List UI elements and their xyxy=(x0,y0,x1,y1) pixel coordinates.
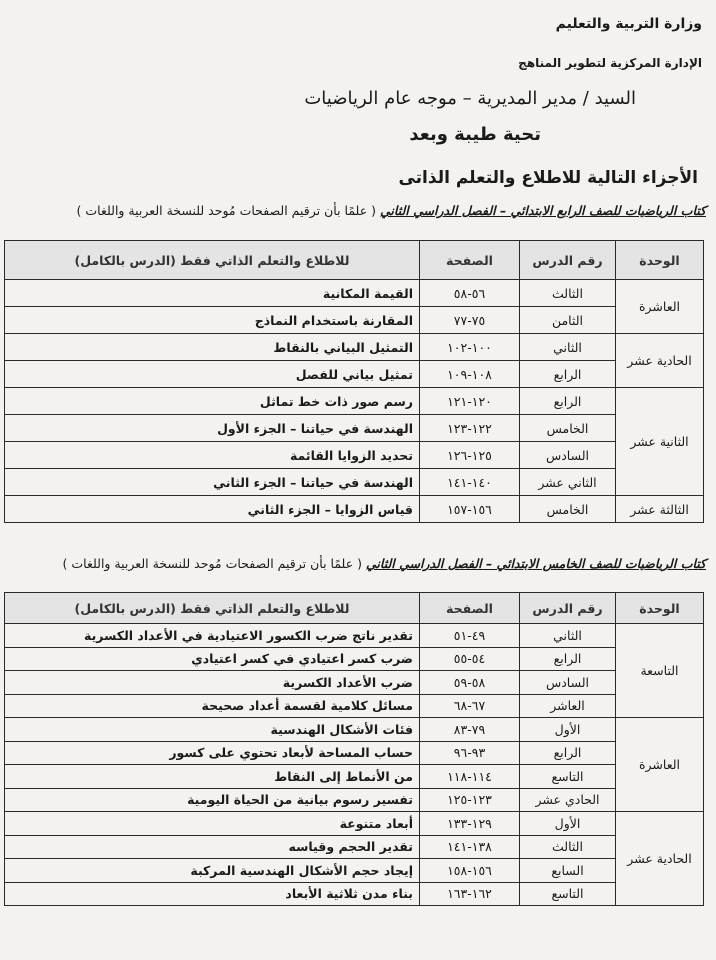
page-cell: ١٣٨-١٤١ xyxy=(420,835,520,859)
topic-cell: حساب المساحة لأبعاد تحتوي على كسور xyxy=(5,741,420,765)
grade5-lessons-table xyxy=(4,592,704,906)
lesson-cell: الثالث xyxy=(520,835,616,859)
lesson-cell: الرابع xyxy=(520,361,616,388)
header-unit: الوحدة xyxy=(616,593,704,624)
page-cell: ١٢٠-١٢١ xyxy=(420,388,520,415)
lesson-cell: الأول xyxy=(520,812,616,836)
topic-cell: رسم صور ذات خط تماثل xyxy=(5,388,420,415)
grade4-lessons-table xyxy=(4,240,704,523)
lesson-cell: الأول xyxy=(520,718,616,742)
topic-cell: أبعاد متنوعة xyxy=(5,812,420,836)
topic-cell: تحديد الزوايا القائمة xyxy=(5,442,420,469)
topic-cell: من الأنماط إلى النقاط xyxy=(5,765,420,789)
table-row xyxy=(5,388,704,415)
page-cell: ٥٦-٥٨ xyxy=(420,280,520,307)
topic-cell: مسائل كلامية لقسمة أعداد صحيحة xyxy=(5,694,420,718)
table-row xyxy=(5,415,704,442)
table-row xyxy=(5,812,704,836)
header-topic: للاطلاع والتعلم الذاتي فقط (الدرس بالكامل) xyxy=(5,593,420,624)
topic-cell: تمثيل بياني للفصل xyxy=(5,361,420,388)
table-row xyxy=(5,442,704,469)
unit-cell: العاشرة xyxy=(616,718,704,812)
table-row xyxy=(5,788,704,812)
greeting-line: تحية طيبة وبعد xyxy=(409,124,541,145)
topic-cell: بناء مدن ثلاثية الأبعاد xyxy=(5,882,420,906)
lesson-cell: الثاني xyxy=(520,624,616,648)
page-cell: ٤٩-٥١ xyxy=(420,624,520,648)
page-cell: ٥٤-٥٥ xyxy=(420,647,520,671)
unit-cell: الحادية عشر xyxy=(616,812,704,906)
lesson-cell: السادس xyxy=(520,442,616,469)
table-row xyxy=(5,741,704,765)
table-row xyxy=(5,647,704,671)
book1-title: كتاب الرياضيات للصف الرابع الابتدائي – الفصل الدراسي الثاني xyxy=(379,203,706,218)
topic-cell: القيمة المكانية xyxy=(5,280,420,307)
table-row xyxy=(5,361,704,388)
table-row xyxy=(5,496,704,523)
unit-cell: الحادية عشر xyxy=(616,334,704,388)
unit-cell: الثانية عشر xyxy=(616,388,704,496)
topic-cell: فئات الأشكال الهندسية xyxy=(5,718,420,742)
topic-cell: قياس الزوايا – الجزء الثاني xyxy=(5,496,420,523)
lesson-cell: الثامن xyxy=(520,307,616,334)
table-row xyxy=(5,307,704,334)
page-cell: ١٢٣-١٢٥ xyxy=(420,788,520,812)
book2-heading xyxy=(63,556,706,571)
lesson-cell: الحادي عشر xyxy=(520,788,616,812)
table-row xyxy=(5,624,704,648)
page-cell: ٩٣-٩٦ xyxy=(420,741,520,765)
page-cell: ١٢٥-١٢٦ xyxy=(420,442,520,469)
page-cell: ١٢٩-١٣٣ xyxy=(420,812,520,836)
table-row xyxy=(5,835,704,859)
table-row xyxy=(5,859,704,883)
book2-title: كتاب الرياضيات للصف الخامس الابتدائي – الفصل الدراسي الثاني xyxy=(365,556,706,571)
page-cell: ٧٩-٨٣ xyxy=(420,718,520,742)
page-cell: ١٥٦-١٥٨ xyxy=(420,859,520,883)
book2-note: ( علمًا بأن ترقيم الصفحات مُوحد للنسخة العربية واللغات ) xyxy=(62,556,362,571)
parts-title: الأجزاء التالية للاطلاع والتعلم الذاتى xyxy=(398,168,698,188)
table-header-row xyxy=(5,241,704,280)
lesson-cell: العاشر xyxy=(520,694,616,718)
lesson-cell: الرابع xyxy=(520,741,616,765)
ministry-name: وزارة التربية والتعليم xyxy=(555,16,702,32)
header-page: الصفحة xyxy=(420,241,520,280)
lesson-cell: السابع xyxy=(520,859,616,883)
page-cell: ١١٤-١١٨ xyxy=(420,765,520,789)
table-row xyxy=(5,882,704,906)
topic-cell: تقدير الحجم وقياسه xyxy=(5,835,420,859)
table-row xyxy=(5,469,704,496)
lesson-cell: الخامس xyxy=(520,496,616,523)
lesson-cell: الخامس xyxy=(520,415,616,442)
topic-cell: المقارنة باستخدام النماذج xyxy=(5,307,420,334)
header-topic: للاطلاع والتعلم الذاتي فقط (الدرس بالكامل) xyxy=(5,241,420,280)
topic-cell: تفسير رسوم بيانية من الحياة اليومية xyxy=(5,788,420,812)
grade5-table-body xyxy=(5,624,704,906)
page-cell: ٦٧-٦٨ xyxy=(420,694,520,718)
lesson-cell: الثاني عشر xyxy=(520,469,616,496)
header-lesson: رقم الدرس xyxy=(520,241,616,280)
table-row xyxy=(5,334,704,361)
lesson-cell: السادس xyxy=(520,671,616,695)
page-cell: ١٦٢-١٦٣ xyxy=(420,882,520,906)
lesson-cell: الرابع xyxy=(520,388,616,415)
lesson-cell: الثاني xyxy=(520,334,616,361)
unit-cell: التاسعة xyxy=(616,624,704,718)
unit-cell: العاشرة xyxy=(616,280,704,334)
addressee-line: السيد / مدير المديرية – موجه عام الرياضيات xyxy=(304,88,636,109)
page-cell: ٥٨-٥٩ xyxy=(420,671,520,695)
lesson-cell: الرابع xyxy=(520,647,616,671)
page-cell: ١٤٠-١٤١ xyxy=(420,469,520,496)
lesson-cell: التاسع xyxy=(520,882,616,906)
table-row xyxy=(5,718,704,742)
table-header-row xyxy=(5,593,704,624)
book1-note: ( علمًا بأن ترقيم الصفحات مُوحد للنسخة العربية واللغات ) xyxy=(76,203,376,218)
topic-cell: ضرب كسر اعتيادي في كسر اعتيادي xyxy=(5,647,420,671)
page-cell: ١٥٦-١٥٧ xyxy=(420,496,520,523)
unit-cell: الثالثة عشر xyxy=(616,496,704,523)
header-page: الصفحة xyxy=(420,593,520,624)
table-row xyxy=(5,671,704,695)
table-row xyxy=(5,280,704,307)
topic-cell: الهندسة في حياتنا – الجزء الثاني xyxy=(5,469,420,496)
grade4-table-body xyxy=(5,280,704,523)
page-cell: ١٢٢-١٢٣ xyxy=(420,415,520,442)
topic-cell: إيجاد حجم الأشكال الهندسية المركبة xyxy=(5,859,420,883)
page-cell: ١٠٨-١٠٩ xyxy=(420,361,520,388)
header-unit: الوحدة xyxy=(616,241,704,280)
book1-heading xyxy=(77,203,706,218)
header-lesson: رقم الدرس xyxy=(520,593,616,624)
page-cell: ٧٥-٧٧ xyxy=(420,307,520,334)
lesson-cell: التاسع xyxy=(520,765,616,789)
department-name: الإدارة المركزية لتطوير المناهج xyxy=(518,56,702,70)
topic-cell: ضرب الأعداد الكسرية xyxy=(5,671,420,695)
lesson-cell: الثالث xyxy=(520,280,616,307)
page-cell: ١٠٠-١٠٢ xyxy=(420,334,520,361)
table-row xyxy=(5,694,704,718)
topic-cell: التمثيل البياني بالنقاط xyxy=(5,334,420,361)
topic-cell: تقدير ناتج ضرب الكسور الاعتيادية في الأعداد الكسرية xyxy=(5,624,420,648)
topic-cell: الهندسة في حياتنا – الجزء الأول xyxy=(5,415,420,442)
table-row xyxy=(5,765,704,789)
